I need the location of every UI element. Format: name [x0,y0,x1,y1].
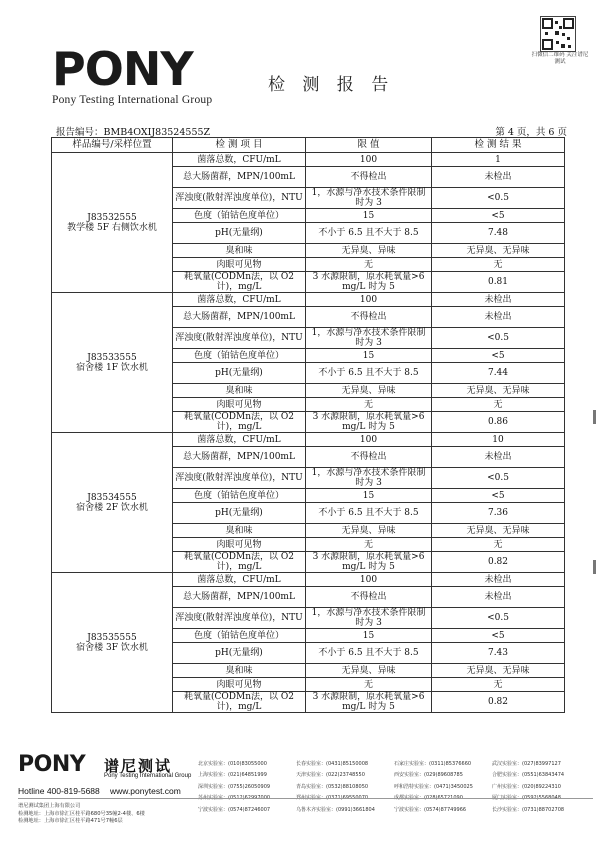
footer-company-en: Pony Testing International Group [104,773,192,779]
logo-subtitle: Pony Testing International Group [52,94,213,106]
test-result: <5 [432,349,565,363]
limit-value: 100 [306,293,432,307]
test-result: 未检出 [432,293,565,307]
limit-value: 15 [306,489,432,503]
lab-entry: 北京实验室：(010)83055000 [198,761,267,767]
header-sample: 样品编号/采样位置 [52,138,173,153]
hotline: Hotline 400-819-5688 [18,786,100,796]
limit-value: 100 [306,433,432,447]
report-number: 报告编号：BMB4OXIJ83524555Z [56,127,211,138]
test-item: 肉眼可见物 [173,258,306,272]
limit-value: 1，水源与净水技术条件限制时为 3 [306,608,432,629]
test-item: 总大肠菌群，MPN/100mL [173,167,306,188]
limit-value: 15 [306,349,432,363]
page-indicator: 第 4 页，共 6 页 [495,127,567,138]
test-item: 臭和味 [173,524,306,538]
limit-value: 15 [306,629,432,643]
address-line: 检测地址：上海市徐汇区桂平路680号35幢2-4楼、6楼 [18,810,145,817]
test-item: 色度（铂钴色度单位） [173,489,306,503]
table-row [52,573,565,587]
limit-value: 不小于 6.5 且不大于 8.5 [306,223,432,244]
limit-value: 不得检出 [306,307,432,328]
limit-value: 无异臭、异味 [306,664,432,678]
test-result: 10 [432,433,565,447]
test-result: 无 [432,258,565,272]
lab-entry: 成都实验室：(028)65721090 [394,795,463,802]
binding-mark [593,410,596,424]
test-item: 菌落总数，CFU/mL [173,293,306,307]
test-result: <0.5 [432,328,565,349]
limit-value: 1，水源与净水技术条件限制时为 3 [306,328,432,349]
limit-value: 3 水源限制，原水耗氧量>6 mg/L 时为 5 [306,272,432,293]
footer-wordmark: PONY [18,752,86,777]
test-item: pH(无量纲) [173,223,306,244]
lab-entry: 深圳实验室：(0755)26050909 [198,783,271,790]
test-item: 浑浊度(散射浑浊度单位)，NTU [173,328,306,349]
test-result: 未检出 [432,167,565,188]
limit-value: 100 [306,153,432,167]
lab-entry: 广州实验室：(020)89224310 [492,783,561,790]
header-limit: 限 值 [306,138,432,153]
test-result: 无 [432,398,565,412]
limit-value: 无 [306,538,432,552]
test-item: 色度（铂钴色度单位） [173,349,306,363]
test-result: 1 [432,153,565,167]
pony-logo [52,42,213,106]
test-item: 耗氧量(CODMn法，以 O2 计)，mg/L [173,692,306,713]
limit-value: 无异臭、异味 [306,524,432,538]
test-result: 未检出 [432,447,565,468]
lab-entry: 宁波实验室：(0574)87246007 [198,806,271,813]
lab-entry: 厦门实验室：(0592)5568048 [492,795,561,802]
test-result: <0.5 [432,188,565,209]
test-result: 未检出 [432,587,565,608]
test-result: 无异臭、无异味 [432,524,565,538]
table-row [52,293,565,307]
lab-entry: 石家庄实验室：(0311)85376660 [394,761,472,767]
test-item: 浑浊度(散射浑浊度单位)，NTU [173,608,306,629]
report-title: 检 测 报 告 [268,75,395,95]
test-result: 未检出 [432,573,565,587]
test-item: 耗氧量(CODMn法，以 O2 计)，mg/L [173,272,306,293]
limit-value: 不得检出 [306,447,432,468]
qr-code-icon [540,16,576,52]
limit-value: 无 [306,258,432,272]
binding-mark [593,560,596,574]
limit-value: 不得检出 [306,587,432,608]
test-item: pH(无量纲) [173,643,306,664]
sample-id-location: J83534555 宿舍楼 2F 饮水机 [52,433,173,573]
test-item: 总大肠菌群，MPN/100mL [173,307,306,328]
footer-logo [18,752,85,777]
test-result: 无异臭、无异味 [432,384,565,398]
website-link[interactable]: www.ponytest.com [110,786,181,796]
lab-entry: 西安实验室：(029)89608785 [394,772,463,779]
test-result: <5 [432,489,565,503]
lab-entry: 宁波实验室：(0574)87749966 [394,806,467,813]
test-result: <5 [432,629,565,643]
table-row [52,433,565,447]
test-item: 臭和味 [173,664,306,678]
test-item: 浑浊度(散射浑浊度单位)，NTU [173,468,306,489]
test-result: 7.44 [432,363,565,384]
test-item: 菌落总数，CFU/mL [173,573,306,587]
lab-entry: 呼和浩特实验室：(0471)3450025 [394,783,473,790]
test-item: 耗氧量(CODMn法，以 O2 计)，mg/L [173,552,306,573]
table-header-row [52,138,565,153]
test-item: 色度（铂钴色度单位） [173,209,306,223]
lab-entry: 长沙实验室：(0731)88702708 [492,806,565,813]
test-result: <0.5 [432,608,565,629]
address-line: 检测地址：上海市徐汇区桂平路471号7幢6层 [18,818,123,824]
test-result: <0.5 [432,468,565,489]
limit-value: 1，水源与净水技术条件限制时为 3 [306,188,432,209]
test-item: 总大肠菌群，MPN/100mL [173,447,306,468]
lab-entry: 郑州实验室：(0371)69550070 [296,795,369,802]
limit-value: 不小于 6.5 且不大于 8.5 [306,643,432,664]
test-item: 色度（铂钴色度单位） [173,629,306,643]
test-result: 无 [432,538,565,552]
limit-value: 无异臭、异味 [306,244,432,258]
limit-value: 不小于 6.5 且不大于 8.5 [306,503,432,524]
footer-company-cn: 谱尼测试 [104,757,173,775]
lab-addresses [18,803,145,826]
test-result: 0.86 [432,412,565,433]
sample-id-location: J83535555 宿舍楼 3F 饮水机 [52,573,173,713]
limit-value: 1，水源与净水技术条件限制时为 3 [306,468,432,489]
test-result: <5 [432,209,565,223]
test-result: 无异臭、无异味 [432,664,565,678]
test-result: 7.48 [432,223,565,244]
sample-id-location: J83533555 宿舍楼 1F 饮水机 [52,293,173,433]
logo-wordmark: PONY [52,42,193,96]
lab-entry: 长春实验室：(0431)85150008 [296,761,369,767]
results-table [51,137,565,713]
lab-entry: 青岛实验室：(0532)88108050 [296,783,369,790]
test-result: 无异臭、无异味 [432,244,565,258]
lab-directory [198,760,593,817]
limit-value: 3 水源限制，原水耗氧量>6 mg/L 时为 5 [306,552,432,573]
header-item: 检 测 项 目 [173,138,306,153]
test-item: pH(无量纲) [173,363,306,384]
test-item: 肉眼可见物 [173,398,306,412]
limit-value: 无异臭、异味 [306,384,432,398]
sample-id-location: J83532555 教学楼 5F 右侧饮水机 [52,153,173,293]
limit-value: 无 [306,678,432,692]
test-result: 0.81 [432,272,565,293]
test-item: 臭和味 [173,244,306,258]
test-item: 菌落总数，CFU/mL [173,433,306,447]
limit-value: 100 [306,573,432,587]
test-item: 菌落总数，CFU/mL [173,153,306,167]
test-item: 臭和味 [173,384,306,398]
lab-entry: 天津实验室：(022)23748550 [296,772,365,779]
address-line: 谱尼测试集团上海有限公司 [18,803,81,809]
test-item: 总大肠菌群，MPN/100mL [173,587,306,608]
qr-caption: 扫微信二维码 关注谱尼测试 [531,52,589,65]
lab-entry: 武汉实验室：(027)83997127 [492,761,561,767]
test-item: 浑浊度(散射浑浊度单位)，NTU [173,188,306,209]
test-result: 无 [432,678,565,692]
lab-entry: 上海实验室：(021)64851999 [198,772,267,779]
test-item: 耗氧量(CODMn法，以 O2 计)，mg/L [173,412,306,433]
limit-value: 无 [306,398,432,412]
header-result: 检 测 结 果 [432,138,565,153]
limit-value: 3 水源限制，原水耗氧量>6 mg/L 时为 5 [306,692,432,713]
lab-entry: 苏州实验室：(0512)62997000 [198,795,271,802]
lab-entry: 合肥实验室：(0551)63843474 [492,772,565,779]
lab-entry: 乌鲁木齐实验室：(0991)3661804 [296,806,375,813]
limit-value: 不得检出 [306,167,432,188]
footer-divider [18,798,593,799]
test-result: 0.82 [432,692,565,713]
test-result: 7.36 [432,503,565,524]
test-result: 7.43 [432,643,565,664]
test-result: 0.82 [432,552,565,573]
test-result: 未检出 [432,307,565,328]
limit-value: 15 [306,209,432,223]
table-row [52,153,565,167]
test-item: 肉眼可见物 [173,678,306,692]
limit-value: 不小于 6.5 且不大于 8.5 [306,363,432,384]
test-item: 肉眼可见物 [173,538,306,552]
limit-value: 3 水源限制，原水耗氧量>6 mg/L 时为 5 [306,412,432,433]
test-item: pH(无量纲) [173,503,306,524]
